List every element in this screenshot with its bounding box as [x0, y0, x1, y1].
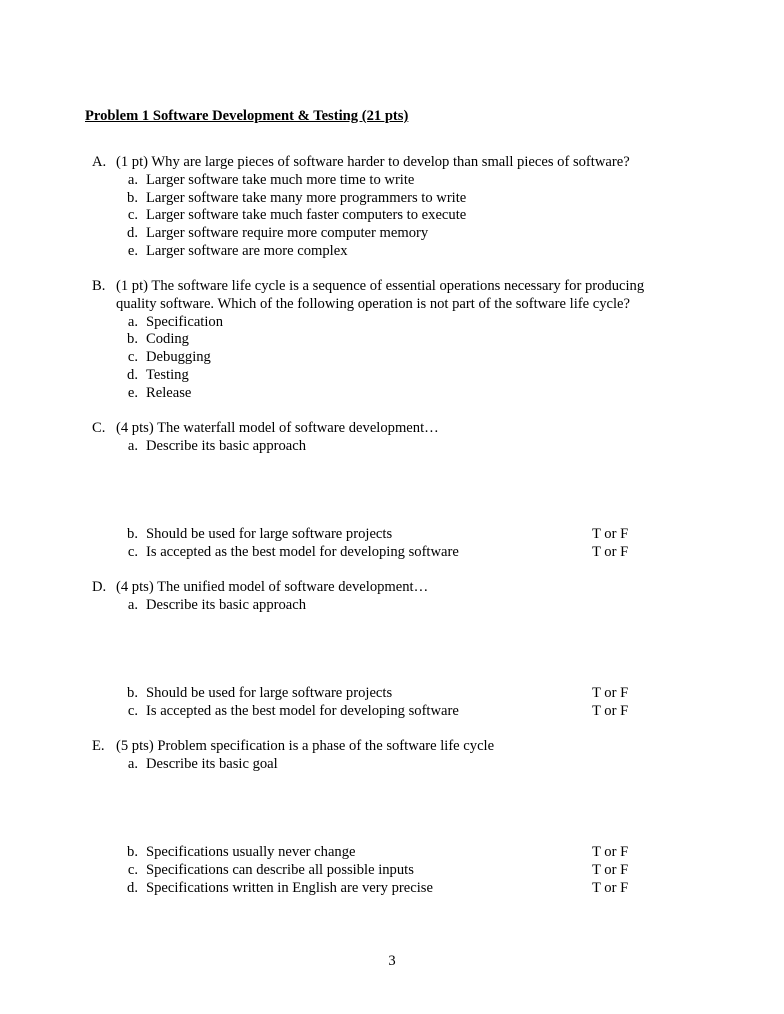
option-text: Testing	[146, 366, 189, 383]
option-a	[92, 597, 692, 615]
question-d	[92, 579, 692, 615]
option-letter: d.	[127, 366, 138, 383]
option-letter: e.	[127, 384, 138, 401]
option-b	[92, 190, 692, 208]
question-letter: A.	[92, 154, 107, 170]
question-text: (1 pt) The software life cycle is a sequence of essential operations necessary for producing	[116, 278, 645, 294]
option-text: Debugging	[146, 349, 211, 366]
option-c	[92, 207, 692, 225]
option-text: Larger software take much more time to write	[146, 171, 415, 188]
true-false-label: T or F	[592, 685, 629, 701]
option-text: Specifications usually never change	[146, 844, 356, 860]
true-false-label: T or F	[592, 844, 629, 860]
question-e	[92, 738, 692, 774]
option-letter: a.	[127, 755, 138, 772]
option-text: Describe its basic approach	[146, 596, 307, 613]
option-a	[92, 438, 692, 456]
option-letter: b.	[127, 844, 138, 860]
option-letter: d.	[127, 225, 138, 242]
option-text: Larger software require more computer memory	[146, 225, 429, 242]
option-text: Larger software are more complex	[146, 242, 348, 259]
question-a	[92, 154, 692, 261]
option-text: Larger software take much faster computers to execute	[146, 207, 467, 224]
question-letter: E.	[92, 738, 105, 754]
option-e	[92, 243, 692, 261]
option-text: Is accepted as the best model for developing software	[146, 702, 459, 719]
option-letter: a.	[127, 437, 138, 454]
option-text: Is accepted as the best model for developing software	[146, 543, 459, 560]
option-b	[92, 331, 692, 349]
option-letter: b.	[127, 189, 138, 206]
true-false-label: T or F	[592, 544, 629, 560]
option-c	[92, 349, 692, 367]
question-text: (4 pts) The waterfall model of software development…	[116, 420, 439, 436]
page-number: 3	[388, 953, 396, 969]
question-text: (4 pts) The unified model of software development…	[116, 579, 429, 595]
option-e	[92, 385, 692, 403]
question-c	[92, 420, 692, 456]
option-letter: a.	[127, 596, 138, 613]
option-text: Should be used for large software projects	[146, 685, 393, 701]
true-false-label: T or F	[592, 880, 629, 896]
option-letter: c.	[127, 543, 138, 560]
option-letter: a.	[127, 313, 138, 330]
option-letter: b.	[127, 526, 138, 542]
question-text-continued: quality software. Which of the following operation is not part of the software life cycle?	[116, 295, 630, 312]
question-letter: D.	[92, 579, 107, 595]
option-a	[92, 756, 692, 774]
option-text: Describe its basic goal	[146, 755, 278, 772]
option-letter: c.	[127, 702, 138, 719]
option-letter: e.	[127, 242, 138, 259]
option-text: Describe its basic approach	[146, 437, 307, 454]
option-a	[92, 314, 692, 332]
question-letter: B.	[92, 278, 106, 294]
question-b	[92, 278, 692, 403]
option-a	[92, 172, 692, 190]
option-letter: b.	[127, 685, 138, 701]
option-text: Release	[146, 384, 192, 401]
option-letter: b.	[127, 331, 138, 348]
option-letter: c.	[127, 207, 138, 224]
option-letter: c.	[127, 861, 138, 878]
option-text: Should be used for large software projects	[146, 526, 393, 542]
true-false-label: T or F	[592, 703, 629, 719]
option-d	[92, 367, 692, 385]
question-text: (5 pts) Problem specification is a phase of the software life cycle	[116, 738, 495, 754]
option-letter: a.	[127, 171, 138, 188]
option-text: Larger software take many more programmers to write	[146, 189, 467, 206]
problem-title: Problem 1 Software Development & Testing (21 pts)	[85, 108, 409, 124]
true-false-label: T or F	[592, 862, 629, 878]
true-false-label: T or F	[592, 526, 629, 542]
option-text: Coding	[146, 331, 189, 348]
option-letter: c.	[127, 349, 138, 366]
option-text: Specifications can describe all possible inputs	[146, 861, 414, 878]
option-text: Specification	[146, 313, 223, 330]
option-letter: d.	[127, 879, 138, 896]
option-d	[92, 225, 692, 243]
question-letter: C.	[92, 420, 106, 436]
question-text: (1 pt) Why are large pieces of software harder to develop than small pieces of software?	[116, 154, 630, 170]
option-text: Specifications written in English are very precise	[146, 879, 433, 896]
